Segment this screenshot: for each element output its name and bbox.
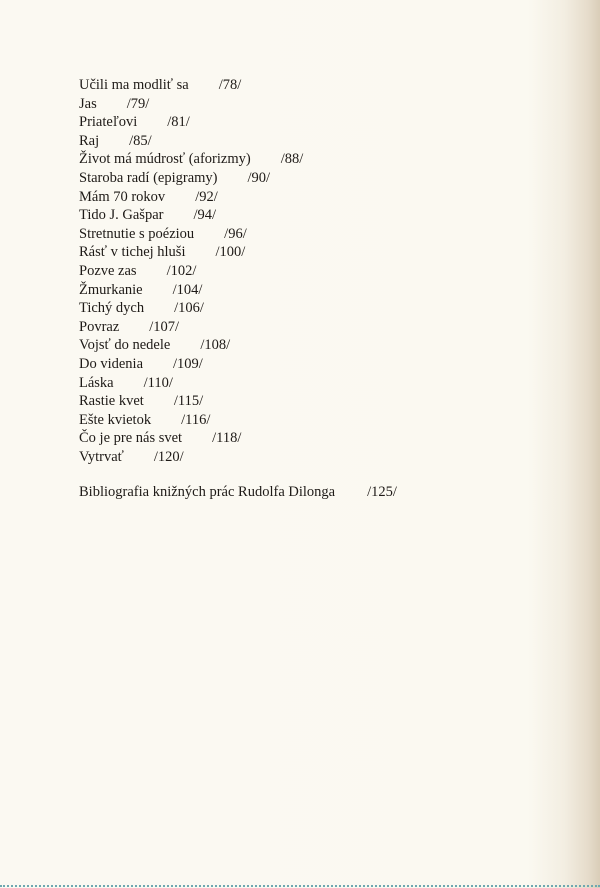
entry-page: /118/ [212, 430, 242, 447]
entry-title: Láska [79, 374, 114, 391]
toc-entry [79, 299, 303, 318]
entry-page: /100/ [215, 244, 246, 261]
entry-page: /120/ [153, 448, 184, 465]
entry-page: /102/ [166, 262, 197, 279]
entry-title: Pozve zas [79, 262, 137, 279]
toc-entry [79, 150, 303, 169]
toc-entry [79, 225, 303, 244]
entry-title: Rastie kvet [79, 393, 144, 410]
toc-entry [79, 411, 303, 430]
toc-entry [79, 392, 303, 411]
entry-title: Čo je pre nás svet [79, 430, 183, 447]
entry-title: Žmurkanie [79, 281, 143, 298]
entry-title: Stretnutie s poéziou [79, 225, 195, 242]
page-edge-divider [0, 885, 600, 887]
entry-title: Tichý dych [79, 300, 145, 317]
entry-page: /107/ [149, 318, 180, 335]
toc-entry [79, 374, 303, 393]
entry-page: /92/ [195, 188, 218, 205]
entry-title: Bibliografia knižných prác Rudolfa Dilonga [79, 484, 336, 500]
entry-page: /110/ [143, 374, 173, 391]
toc-entry [79, 113, 303, 132]
entry-page: /81/ [167, 114, 190, 131]
entry-title: Staroba radí (epigramy) [79, 169, 218, 186]
toc-entry [79, 318, 303, 337]
entry-page: /125/ [367, 484, 397, 500]
entry-page: /88/ [280, 151, 304, 168]
entry-title: Ešte kvietok [79, 411, 152, 428]
entry-page: /116/ [181, 411, 211, 428]
toc-entry [79, 206, 303, 225]
entry-page: /106/ [174, 300, 204, 317]
entry-page: /85/ [129, 132, 152, 149]
entry-title: Priateľovi [79, 114, 138, 131]
entry-title: Učili ma modliť sa [79, 77, 189, 93]
entry-page: /109/ [173, 355, 203, 372]
toc-entry [79, 188, 303, 207]
entry-page: /108/ [200, 337, 231, 354]
entry-title: Rásť v tichej hluši [79, 244, 186, 261]
table-of-contents [79, 76, 303, 466]
toc-entry [79, 132, 303, 151]
toc-entry [79, 336, 303, 355]
entry-page: /94/ [193, 207, 217, 224]
entry-title: Jas [79, 95, 97, 112]
bibliography-entry [79, 483, 397, 502]
entry-title: Do videnia [79, 355, 144, 372]
entry-title: Povraz [79, 318, 120, 335]
toc-entry [79, 262, 303, 281]
entry-title: Vojsť do nedele [79, 337, 171, 354]
entry-page: /115/ [173, 393, 204, 410]
entry-page: /78/ [218, 77, 242, 93]
toc-entry [79, 281, 303, 300]
entry-title: Raj [79, 132, 100, 149]
entry-page: /104/ [172, 281, 203, 298]
toc-entry [79, 169, 303, 188]
toc-entry [79, 243, 303, 262]
entry-title: Život má múdrosť (aforizmy) [79, 151, 251, 168]
entry-page: /90/ [247, 169, 271, 186]
toc-entry [79, 95, 303, 114]
toc-entry [79, 448, 303, 467]
toc-entry [79, 76, 303, 95]
toc-entry [79, 355, 303, 374]
entry-title: Tido J. Gašpar [79, 207, 164, 224]
entry-title: Mám 70 rokov [79, 188, 166, 205]
entry-page: /79/ [126, 95, 150, 112]
toc-entry [79, 429, 303, 448]
entry-title: Vytrvať [79, 448, 124, 465]
entry-page: /96/ [224, 225, 247, 242]
